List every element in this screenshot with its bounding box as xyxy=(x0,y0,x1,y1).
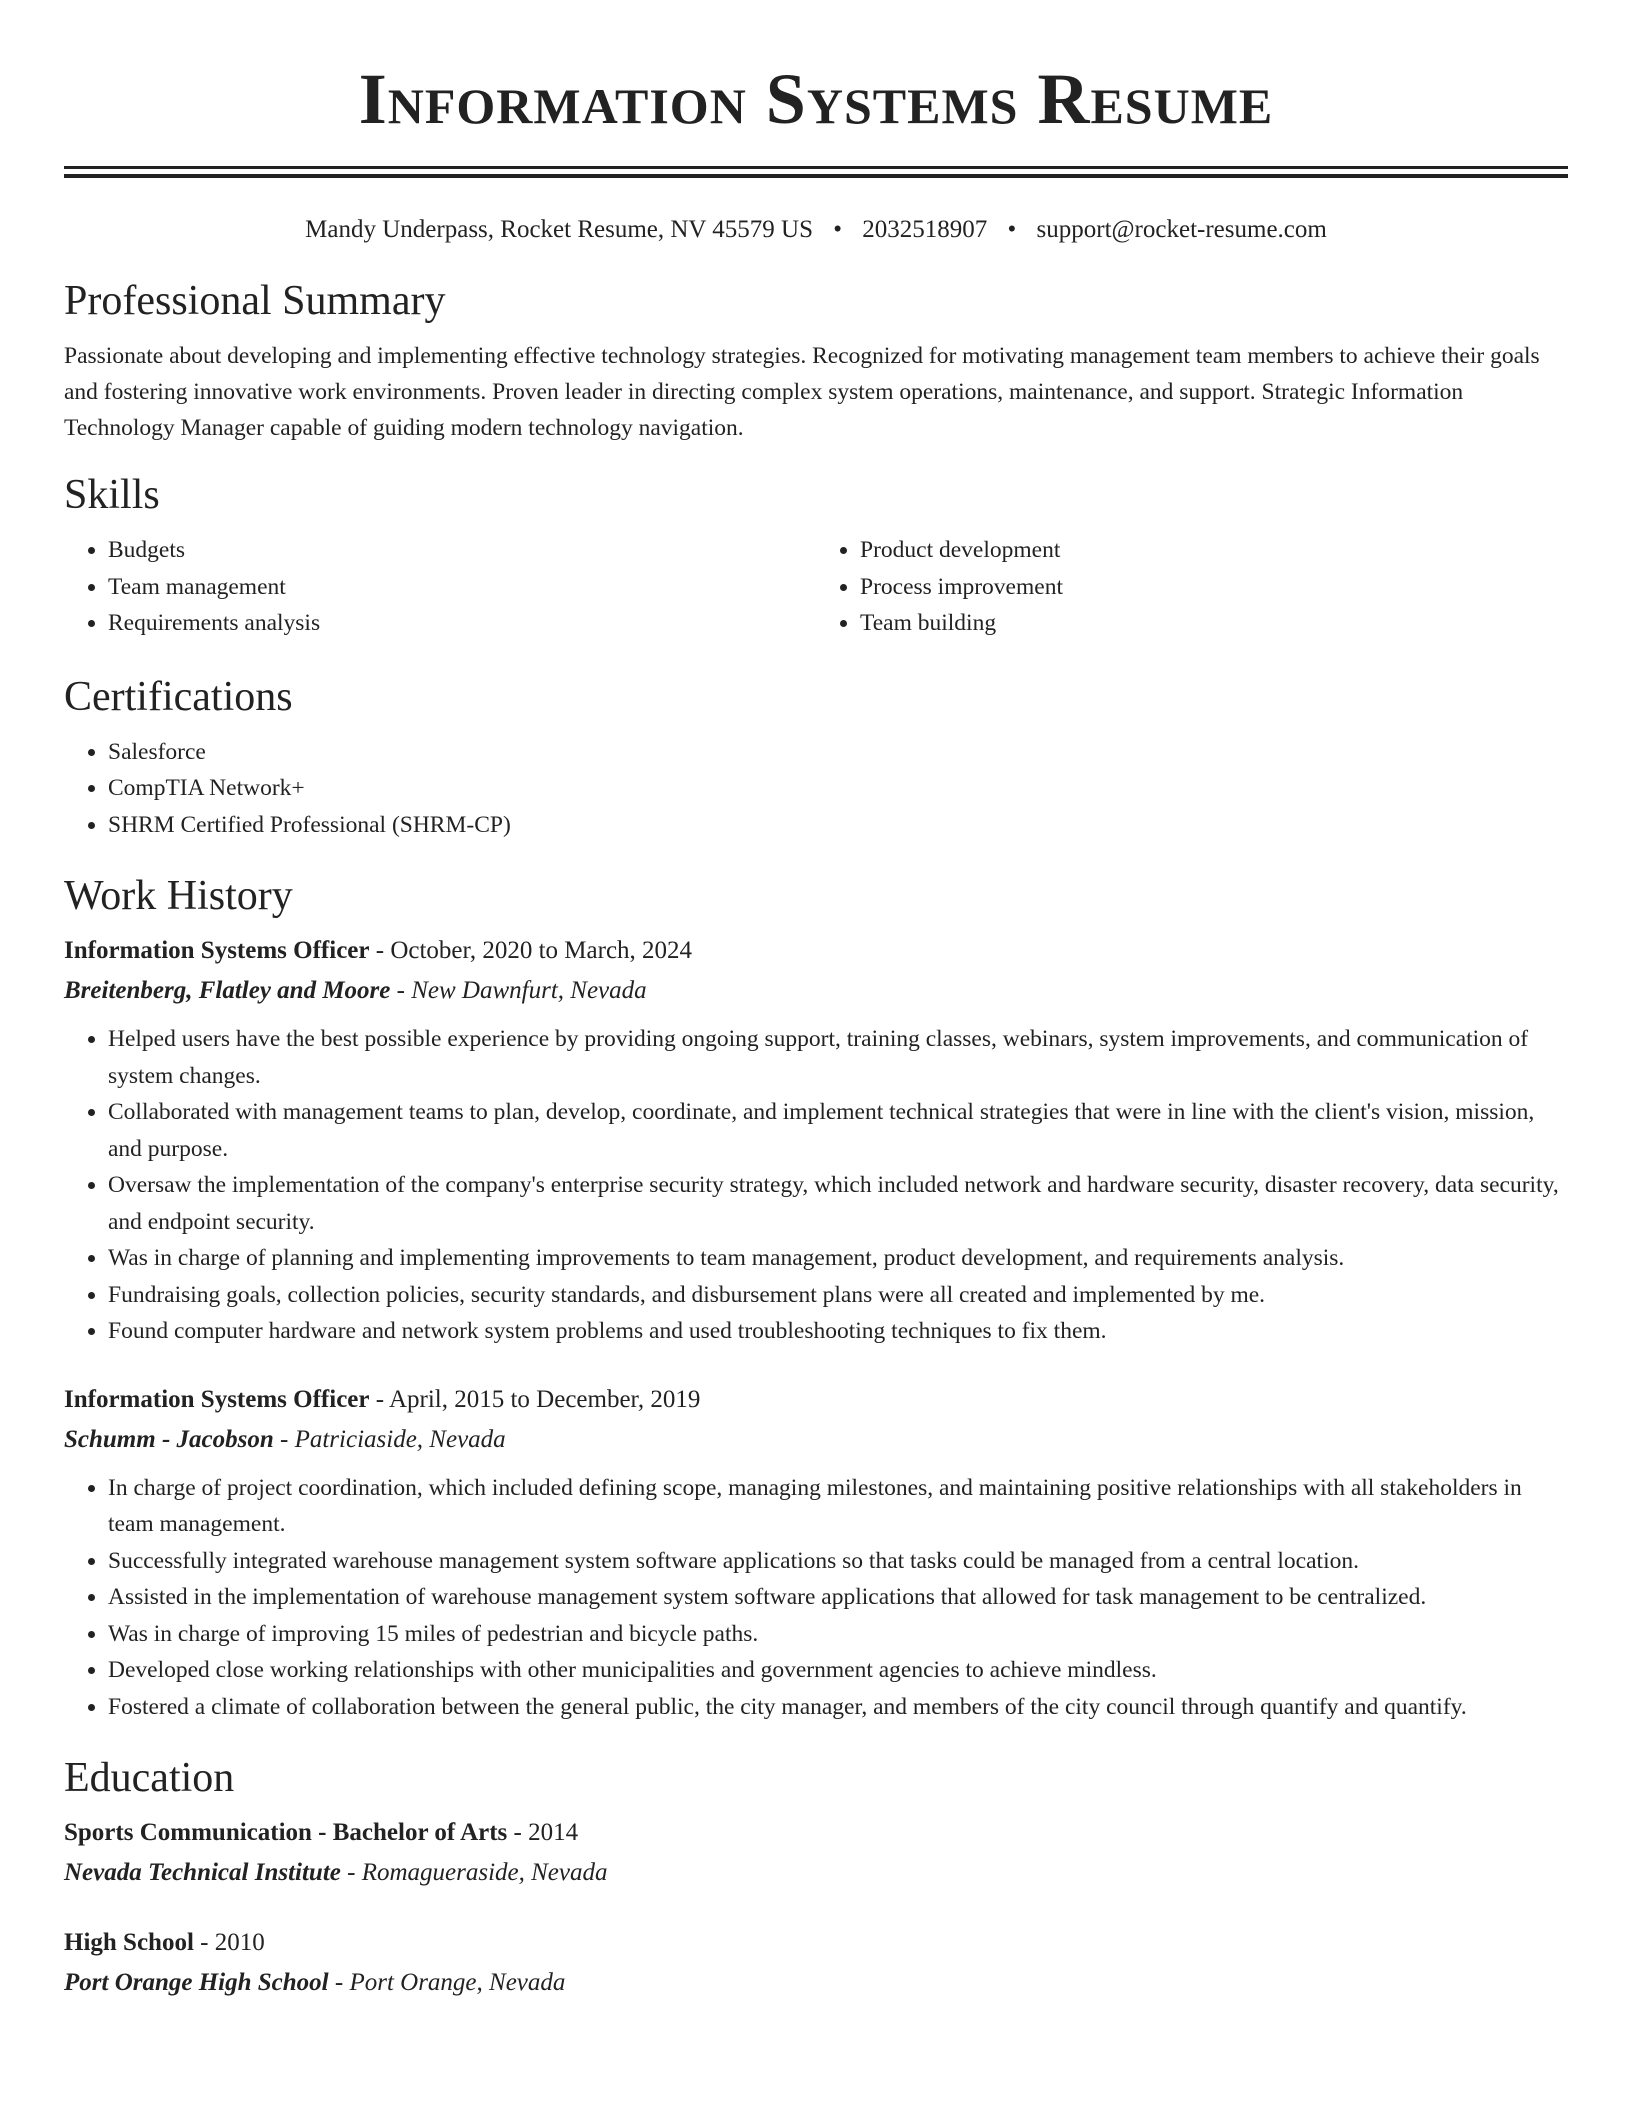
education-entry xyxy=(64,1923,1568,2003)
education-school-line: Nevada Technical Institute - Romagueraside, Nevada xyxy=(64,1859,608,1886)
education-school: Nevada Technical Institute xyxy=(64,1859,341,1886)
job-dates: April, 2015 to December, 2019 xyxy=(388,1385,701,1413)
contact-separator: • xyxy=(1007,216,1017,243)
education-location: Romagueraside, Nevada xyxy=(361,1859,608,1886)
job-duties xyxy=(64,1021,1568,1350)
skill-item: • Requirements analysis xyxy=(108,605,816,642)
job-title-line: Information Systems Officer - April, 2015 to December, 2019 xyxy=(64,1385,701,1413)
skill-item: • Process improvement xyxy=(860,569,1568,606)
certification-item: • SHRM Certified Professional (SHRM-CP) xyxy=(108,807,1568,844)
contact-address: Mandy Underpass, Rocket Resume, NV 45579 US xyxy=(305,216,813,243)
education-heading: Education xyxy=(64,1755,235,1801)
education-degree: Sports Communication - Bachelor of Arts xyxy=(64,1819,508,1846)
skill-item: • Team management xyxy=(108,569,816,606)
job-duty: • Found computer hardware and network system problems and used troubleshooting techniques to fix them. xyxy=(108,1313,1568,1350)
education-school-line: Port Orange High School - Port Orange, Nevada xyxy=(64,1969,566,1996)
job-company-line: Schumm - Jacobson - Patriciaside, Nevada xyxy=(64,1425,506,1453)
job-title: Information Systems Officer xyxy=(64,937,370,964)
skills-column-right xyxy=(816,532,1568,642)
job-duty: • Oversaw the implementation of the company's enterprise security strategy, which included network and hardware security, disaster recovery, data security, and endpoint security. xyxy=(108,1167,1568,1240)
education-year: 2010 xyxy=(214,1929,265,1956)
job-company: Schumm - Jacobson xyxy=(64,1425,274,1453)
job-location: New Dawnfurt, Nevada xyxy=(411,977,647,1004)
job-duty: • Successfully integrated warehouse management system software applications so that tasks could be managed from a central location. xyxy=(108,1543,1568,1580)
certifications-heading: Certifications xyxy=(64,673,293,720)
job-duty: • Assisted in the implementation of warehouse management system software applications that allowed for task management to be centralized. xyxy=(108,1579,1568,1616)
job-duty: • Developed close working relationships with other municipalities and government agencies to achieve mindless. xyxy=(108,1652,1568,1689)
job-duty: • Fostered a climate of collaboration between the general public, the city manager, and members of the city council through quantify and quantify. xyxy=(108,1689,1568,1726)
education-location: Port Orange, Nevada xyxy=(349,1969,566,1996)
education-year: 2014 xyxy=(528,1819,579,1846)
education-entry xyxy=(64,1813,1568,1893)
education-degree-line: Sports Communication - Bachelor of Arts - 2014 xyxy=(64,1819,579,1846)
education-degree-line: High School - 2010 xyxy=(64,1929,265,1956)
job-dates: October, 2020 to March, 2024 xyxy=(390,937,693,964)
skills-heading: Skills xyxy=(64,472,160,518)
job-location: Patriciaside, Nevada xyxy=(294,1425,506,1453)
job-entry xyxy=(64,1380,1568,1726)
title-divider xyxy=(64,166,1568,178)
job-duty: • Helped users have the best possible experience by providing ongoing support, training classes, webinars, system improvements, and communication of system changes. xyxy=(108,1021,1568,1094)
job-duty: • Was in charge of improving 15 miles of pedestrian and bicycle paths. xyxy=(108,1616,1568,1653)
summary-heading: Professional Summary xyxy=(64,278,446,324)
skill-item: • Team building xyxy=(860,605,1568,642)
summary-text: Passionate about developing and implementing effective technology strategies. Recognized for motivating management team members to achieve their goals and fostering innovative work environments. Proven leader in directing complex system operations, maintenance, and support. Strategic Information Technology Manager capable of guiding modern technology navigation. xyxy=(64,343,1540,441)
work-history-heading: Work History xyxy=(64,873,293,919)
job-duty: • Collaborated with management teams to plan, develop, coordinate, and implement technical strategies that were in line with the client's vision, mission, and purpose. xyxy=(108,1094,1568,1167)
contact-phone[interactable]: 2032518907 xyxy=(862,216,988,243)
contact-email[interactable]: support@rocket-resume.com xyxy=(1036,216,1327,243)
skills-list xyxy=(64,532,1568,642)
job-duty: • Was in charge of planning and implementing improvements to team management, product development, and requirements analysis. xyxy=(108,1240,1568,1277)
job-duty: • In charge of project coordination, which included defining scope, managing milestones, and maintaining positive relationships with all stakeholders in team management. xyxy=(108,1470,1568,1543)
job-duty: • Fundraising goals, collection policies, security standards, and disbursement plans were all created and implemented by me. xyxy=(108,1277,1568,1314)
skill-item: • Budgets xyxy=(108,532,816,569)
job-title: Information Systems Officer xyxy=(64,1385,370,1413)
contact-separator: • xyxy=(833,216,843,243)
job-title-line: Information Systems Officer - October, 2020 to March, 2024 xyxy=(64,937,693,964)
job-duties xyxy=(64,1470,1568,1726)
skills-column-left xyxy=(64,532,816,642)
resume-title: Information Systems Resume xyxy=(358,59,1274,139)
job-company-line: Breitenberg, Flatley and Moore - New Dawnfurt, Nevada xyxy=(64,977,647,1004)
certification-item: • CompTIA Network+ xyxy=(108,770,1568,807)
job-entry xyxy=(64,931,1568,1350)
contact-line xyxy=(64,214,1568,246)
skill-item: • Product development xyxy=(860,532,1568,569)
certifications-list xyxy=(64,734,1568,844)
certification-item: • Salesforce xyxy=(108,734,1568,771)
education-degree: High School xyxy=(64,1929,194,1956)
education-school: Port Orange High School xyxy=(64,1969,329,1996)
job-company: Breitenberg, Flatley and Moore xyxy=(64,977,391,1004)
